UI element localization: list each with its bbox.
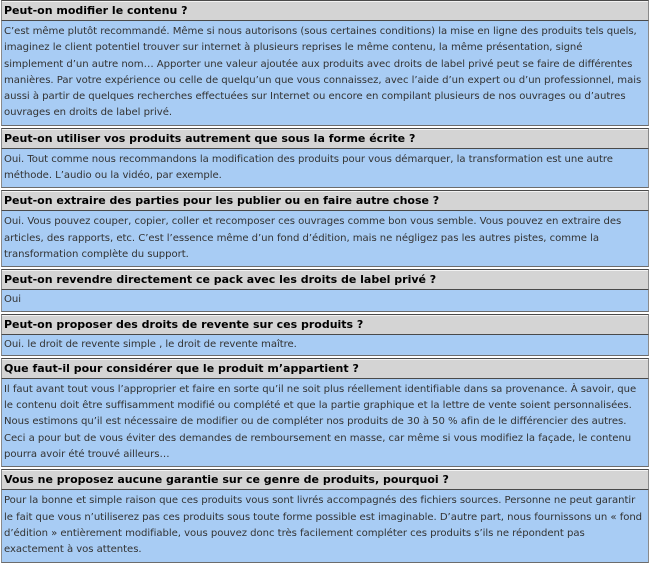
faq-question: Peut-on proposer des droits de revente sur ces produits ? [1, 314, 649, 335]
faq-answer: Oui. Tout comme nous recommandons la modification des produits pour vous démarquer, la transformation est une autre méthode. L’audio ou la vidéo, par exemple. [1, 149, 649, 189]
faq-question: Peut-on revendre directement ce pack avec les droits de label privé ? [1, 269, 649, 290]
faq-question: Que faut-il pour considérer que le produit m’appartient ? [1, 358, 649, 379]
faq-question: Peut-on utiliser vos produits autrement que sous la forme écrite ? [1, 128, 649, 149]
faq-answer: Pour la bonne et simple raison que ces produits vous sont livrés accompagnés des fichiers sources. Personne ne peut garantir le fait que vous n’utiliserez pas ces produits sous toute forme possible est imaginable. D’autre part, nous fournissons un « fond d’édition » entièrement modifiable, vous pouvez donc très facilement compléter ces produits s’ils ne répondent pas exactement à vos attentes. [1, 490, 649, 562]
faq-question: Vous ne proposez aucune garantie sur ce genre de produits, pourquoi ? [1, 469, 649, 490]
faq-table [1, 0, 649, 563]
faq-answer: Il faut avant tout vous l’approprier et faire en sorte qu’il ne soit plus réellement identifiable dans sa provenance. À savoir, que le contenu doit être suffisamment modifié ou complété et que la partie graphique et la lettre de vente soient personnalisées. Nous estimons qu’il est nécessaire de modifier ou de compléter nos produits de 30 à 50 % afin de le différencier des autres. Ceci a pour but de vous éviter des demandes de remboursement en masse, car même si vous modifiez la façade, le contenu pourra avoir été trouvé ailleurs… [1, 379, 649, 467]
faq-question: Peut-on modifier le contenu ? [1, 0, 649, 21]
faq-question: Peut-on extraire des parties pour les publier ou en faire autre chose ? [1, 190, 649, 211]
faq-answer: Oui. Vous pouvez couper, copier, coller et recomposer ces ouvrages comme bon vous semble. Vous pouvez en extraire des articles, des rapports, etc. C’est l’essence même d’un fond d’édition, mais ne négligez pas les autres pistes, comme la transformation complète du support. [1, 211, 649, 267]
faq-answer: C’est même plutôt recommandé. Même si nous autorisons (sous certaines conditions) la mise en ligne des produits tels quels, imaginez le client potentiel trouver sur internet à plusieurs reprises le même contenu, la même présentation, signé simplement d’un autre nom… Apporter une valeur ajoutée aux produits avec droits de label privé peut se faire de différentes manières. Par votre expérience ou celle de quelqu’un que vous connaissez, avec l’aide d’un expert ou d’un professionnel, mais aussi à partir de quelques recherches effectuées sur Internet ou encore en compilant plusieurs de nos ouvrages ou d’autres ouvrages en droits de label privé. [1, 21, 649, 126]
faq-answer: Oui [1, 290, 649, 311]
faq-answer: Oui. le droit de revente simple , le droit de revente maître. [1, 335, 649, 356]
